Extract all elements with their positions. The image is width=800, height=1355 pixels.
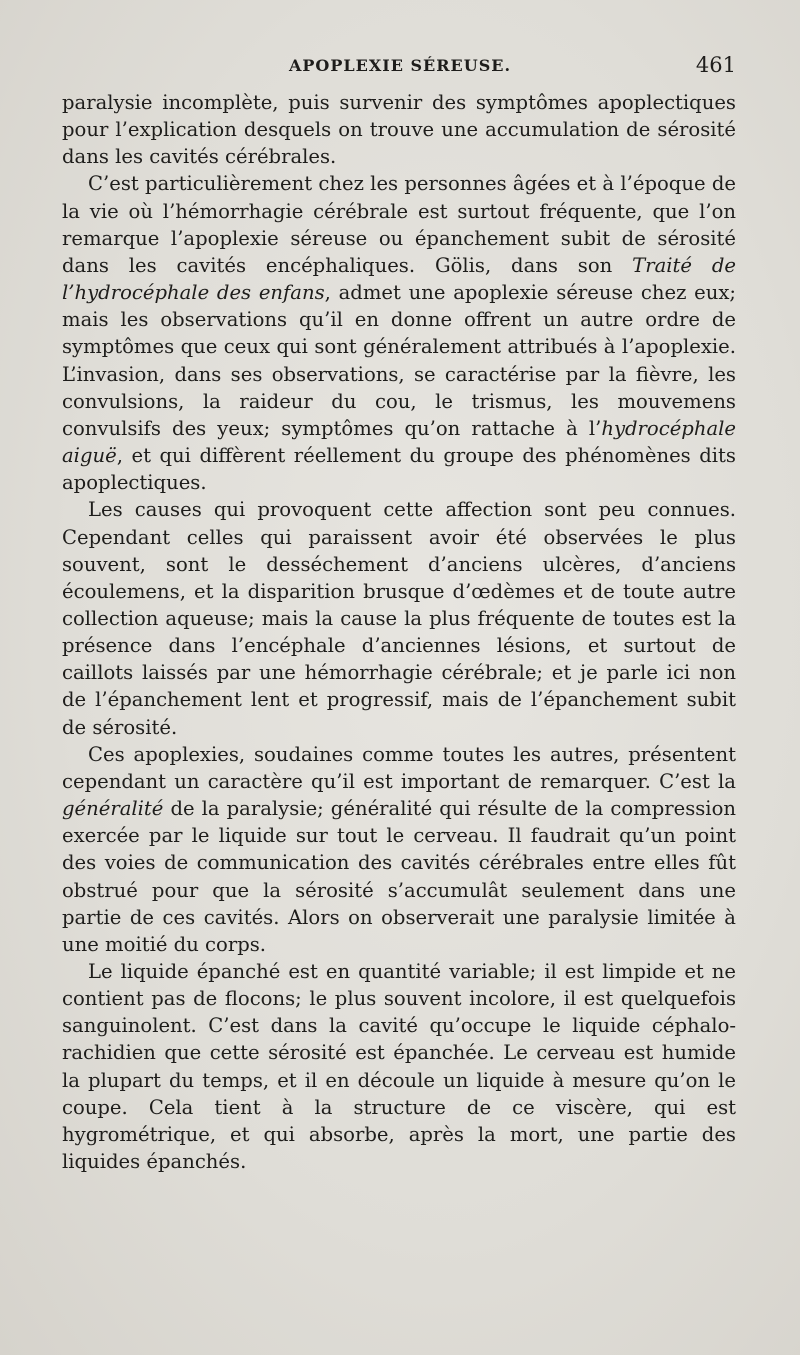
paragraph-1 (62, 89, 736, 170)
text-run: de la paralysie; généralité qui résulte de la compression exercée par le liquide sur tout le cerveau. Il faudrait qu’un point des voies de communication des cavités cérébrales entre elles fût obstrué pour que la sérosité s’accumulât seulement dans une partie de ces cavités. Alors on observerait une paralysie limitée à une moitié du corps. (62, 797, 736, 956)
page-header (64, 53, 736, 84)
paragraph-5 (62, 958, 736, 1175)
italic-term: hydrocéphale aiguë (62, 416, 736, 468)
paragraph-2 (62, 170, 736, 496)
text-run: paralysie incomplète, puis survenir des symptômes apoplectiques pour l’explication desquels on trouve une accumulation de sérosité dans les cavités cérébrales. (62, 91, 736, 169)
page-number: 461 (695, 53, 736, 77)
text-run: C’est particulièrement chez les personnes âgées et à l’époque de la vie où l’hémorrhagie cérébrale est surtout fréquente, que l’on remarque l’apoplexie séreuse ou épanchement subit de sérosité dans les cavités encéphaliques. Gölis, dans son (62, 172, 736, 277)
text-run: Les causes qui provoquent cette affection sont peu connues. Cependant celles qui paraissent avoir été observées le plus souvent, sont le desséchement d’anciens ulcères, d’anciens écoulemens, et la disparition brusque d’œdèmes et de toute autre collection aqueuse; mais la cause la plus fréquente de toutes est la présence dans l’encéphale d’anciennes lésions, et surtout de caillots laissés par une hémorrhagie cérébrale; et je parle ici non de l’épanchement lent et progressif, mais de l’épanchement subit de sérosité. (62, 498, 736, 739)
paragraph-3 (62, 496, 736, 740)
text-run: , admet une apoplexie séreuse chez eux; mais les observations qu’il en donne offrent un autre ordre de symptômes que ceux qui sont généralement attribués à l’apoplexie. L’invasion, dans ses observations, se caractérise par la fièvre, les convulsions, la raideur du cou, le trismus, les mouvemens convulsifs des yeux; symptômes qu’on rattache à l’ (62, 281, 736, 440)
book-title-italic: Traité de l’hydrocéphale des enfans (62, 253, 736, 305)
body-text (62, 89, 736, 1175)
text-run: Le liquide épanché est en quantité variable; il est limpide et ne contient pas de flocons; le plus souvent incolore, il est quelquefois sanguinolent. C’est dans la cavité qu’occupe le liquide céphalo-rachidien que cette sérosité est épanchée. Le cerveau est humide la plupart du temps, et il en découle un liquide à mesure qu’on le coupe. Cela tient à la structure de ce viscère, qui est hygrométrique, et qui absorbe, après la mort, une partie des liquides épanchés. (62, 960, 736, 1174)
text-run: Ces apoplexies, soudaines comme toutes les autres, présentent cependant un caractère qu’il est important de remarquer. C’est la (62, 742, 736, 793)
text-run: , et qui diffèrent réellement du groupe des phénomènes dits apoplectiques. (62, 444, 736, 495)
running-head: APOPLEXIE SÉREUSE. (288, 56, 512, 75)
italic-term: généralité (62, 797, 164, 821)
paragraph-4 (62, 741, 736, 958)
